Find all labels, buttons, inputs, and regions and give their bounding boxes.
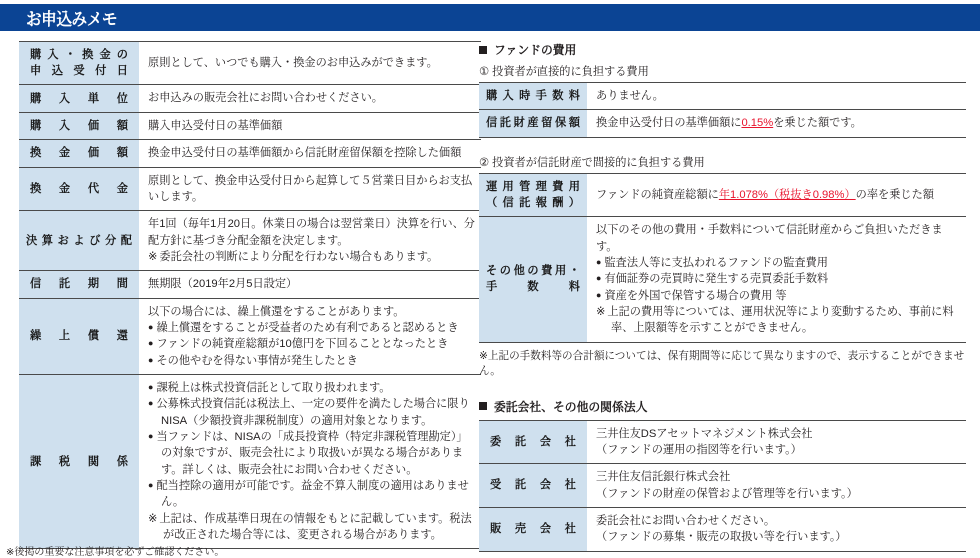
row-label-early-redemption	[19, 298, 139, 374]
row-label-line2: （信託報酬）	[486, 196, 580, 209]
row-label-line1: その他の費用・	[486, 265, 580, 278]
application-memo-table	[19, 41, 481, 549]
value-bullet: ● 有価証券の売買時に発生する売買委託手数料	[596, 271, 960, 287]
row-value-purchase-unit	[139, 85, 481, 112]
section-heading-text: 委託会社、その他の関係法人	[494, 399, 648, 414]
page-header-bar	[0, 4, 980, 31]
row-label-application-date	[19, 42, 139, 85]
bottom-disclaimer-note: ※後掲の重要な注意事項を必ずご確認ください。	[6, 547, 225, 558]
row-value-other-costs	[587, 217, 966, 342]
value-bullet: ● 当ファンドは、NISAの「成長投資枠（特定非課税管理勘定）」の対象ですが、販売会社により取扱いが異なる場合があります。詳しくは、販売会社にお問い合わせください。	[148, 429, 475, 478]
table-row	[479, 464, 966, 508]
value-text	[596, 187, 960, 203]
row-label-line1: 決算および分配	[26, 234, 132, 247]
row-label-line1: 購入・換金の	[30, 49, 128, 61]
value-highlight-rate: 0.15%	[741, 117, 774, 130]
value-highlight-rate: 年1.078%（税抜き0.98%）	[718, 188, 856, 201]
spacer	[479, 138, 966, 154]
value-text: 原則として、いつでも購入・換金のお申込みができます。	[148, 57, 438, 70]
indirect-costs-table	[479, 173, 966, 343]
row-value-distributor-company	[587, 507, 966, 551]
table-row	[19, 42, 481, 85]
table-row	[479, 217, 966, 342]
table-row	[19, 112, 481, 139]
value-text: 年1回（毎年1月20日。休業日の場合は翌営業日）決算を行い、分配方針に基づき分配金額を決定します。	[148, 218, 475, 247]
row-value-settlement-distribution	[139, 211, 481, 271]
row-label-line1: 換金価額	[30, 147, 128, 160]
row-label-management-company	[479, 420, 587, 464]
direct-costs-table	[479, 82, 966, 138]
row-value-management-fee	[587, 173, 966, 216]
row-label-purchase-unit	[19, 85, 139, 112]
value-bullet: ● 課税上は株式投資信託として取り扱われます。	[148, 380, 475, 396]
table-row	[479, 83, 966, 110]
row-value-application-date	[139, 42, 481, 85]
table-row	[479, 420, 966, 464]
table-row	[19, 167, 481, 211]
value-bullet: ● その他やむを得ない事情が発生したとき	[148, 353, 475, 369]
row-label-line1: 受託会社	[490, 479, 576, 492]
row-value-management-company	[587, 420, 966, 464]
row-label-line1: 販売会社	[490, 523, 576, 536]
row-label-trustee-company	[479, 464, 587, 508]
company-name: 三井住友信託銀行株式会社	[596, 471, 731, 484]
table-row	[19, 374, 481, 548]
row-value-redemption-price	[139, 140, 481, 167]
value-text: お申込みの販売会社にお問い合わせください。	[148, 92, 383, 105]
row-label-purchase-fee	[479, 83, 587, 110]
value-bullet: ● 配当控除の適用が可能です。益金不算入制度の適用はありません。	[148, 478, 475, 511]
value-text-pre: ファンドの純資産総額に	[596, 188, 719, 201]
value-text-post: の率を乗じた額	[855, 188, 934, 201]
spacer	[479, 378, 966, 398]
row-label-line2: 申込受付日	[30, 65, 128, 78]
row-label-trust-property-retention	[479, 110, 587, 137]
value-text: 以下の場合には、繰上償還をすることがあります。	[148, 305, 405, 318]
row-value-redemption-payment	[139, 167, 481, 211]
table-row	[19, 271, 481, 298]
value-note: ※ 上記の費用等については、運用状況等により変動するため、事前に料率、上限額等を示すことができません。	[596, 304, 960, 337]
section-heading-related-companies	[479, 398, 966, 415]
row-label-line2: 手数料	[486, 281, 580, 294]
value-text: 原則として、換金申込受付日から起算して５営業日目からお支払いします。	[148, 174, 473, 203]
row-value-trust-property-retention	[587, 110, 966, 137]
row-label-purchase-price	[19, 112, 139, 139]
square-bullet-icon	[479, 402, 487, 410]
table-row	[479, 110, 966, 137]
row-value-trust-period	[139, 271, 481, 298]
table-row	[479, 507, 966, 551]
section-heading-fund-costs	[479, 41, 966, 58]
value-note: ※ 上記は、作成基準日現在の情報をもとに記載しています。税法が改正された場合等には、変更される場合があります。	[148, 511, 475, 544]
company-description: （ファンドの運用の指図等を行います。）	[596, 443, 802, 456]
row-label-settlement-distribution	[19, 211, 139, 271]
table-row	[19, 211, 481, 271]
related-companies-table	[479, 420, 966, 552]
company-description: （ファンドの募集・販売の取扱い等を行います。）	[596, 531, 847, 544]
row-value-purchase-price	[139, 112, 481, 139]
row-label-line1: 信託財産留保額	[486, 117, 580, 130]
row-label-other-costs	[479, 217, 587, 342]
value-text: 購入申込受付日の基準価額	[148, 119, 283, 132]
value-text: 以下のその他の費用・手数料について信託財産からご負担いただきます。	[596, 224, 943, 253]
row-value-taxation	[139, 374, 481, 548]
row-label-line1: 課税関係	[30, 455, 128, 468]
subsection-heading-indirect-costs: ② 投資者が信託財産で間接的に負担する費用	[479, 156, 705, 169]
row-label-trust-period	[19, 271, 139, 298]
section-heading-text: ファンドの費用	[494, 43, 577, 57]
row-label-redemption-price	[19, 140, 139, 167]
row-label-distributor-company	[479, 507, 587, 551]
value-bullet: ● 繰上償還をすることが受益者のため有利であると認めるとき	[148, 320, 475, 336]
square-bullet-icon	[479, 46, 487, 54]
row-label-line1: 信託期間	[30, 278, 128, 291]
row-label-line1: 購入時手数料	[486, 90, 580, 103]
row-label-line1: 購入価額	[30, 119, 128, 132]
row-label-line1: 運用管理費用	[486, 180, 580, 193]
right-column	[479, 41, 966, 552]
row-value-early-redemption	[139, 298, 481, 374]
left-column	[19, 41, 481, 549]
value-bullet: ● ファンドの純資産総額が10億円を下回ることとなったとき	[148, 336, 475, 352]
table-row	[19, 298, 481, 374]
row-label-line1: 繰上償還	[30, 330, 128, 343]
value-text-pre: 換金申込受付日の基準価額に	[596, 117, 742, 130]
value-note: ※ 委託会社の判断により分配を行わない場合もあります。	[148, 249, 475, 265]
value-bullet: ● 公募株式投資信託は税法上、一定の要件を満たした場合に限りNISA（少額投資非課税制度）の適用対象となります。	[148, 396, 475, 429]
row-label-line1: 購入単位	[30, 92, 128, 105]
subsection-heading-direct-costs: ① 投資者が直接的に負担する費用	[479, 66, 649, 78]
company-description: （ファンドの財産の保管および管理等を行います。）	[596, 487, 858, 500]
page-title: お申込みメモ	[26, 10, 118, 29]
table-row	[19, 140, 481, 167]
row-label-line1: 委託会社	[490, 435, 576, 448]
value-text: 換金申込受付日の基準価額から信託財産留保額を控除した価額	[148, 147, 462, 160]
value-text-post: を乗じた額です。	[773, 117, 862, 130]
value-bullet: ● 資産を外国で保管する場合の費用 等	[596, 288, 960, 304]
row-label-line1: 換金代金	[30, 182, 128, 195]
costs-footnote: ※上記の手数料等の合計額については、保有期間等に応じて異なりますので、表示することができません。	[479, 349, 965, 377]
table-row	[19, 85, 481, 112]
row-label-taxation	[19, 374, 139, 548]
row-label-management-fee	[479, 173, 587, 216]
value-bullet: ● 監査法人等に支払われるファンドの監査費用	[596, 255, 960, 271]
row-label-redemption-payment	[19, 167, 139, 211]
row-value-purchase-fee	[587, 83, 966, 110]
value-text: 無期限（2019年2月5日設定）	[148, 278, 298, 291]
value-text: ありません。	[596, 90, 664, 102]
table-row	[479, 173, 966, 216]
company-name: 委託会社にお問い合わせください。	[596, 514, 776, 527]
row-value-trustee-company	[587, 464, 966, 508]
company-name: 三井住友DSアセットマネジメント株式会社	[596, 427, 813, 440]
value-text	[596, 115, 960, 131]
